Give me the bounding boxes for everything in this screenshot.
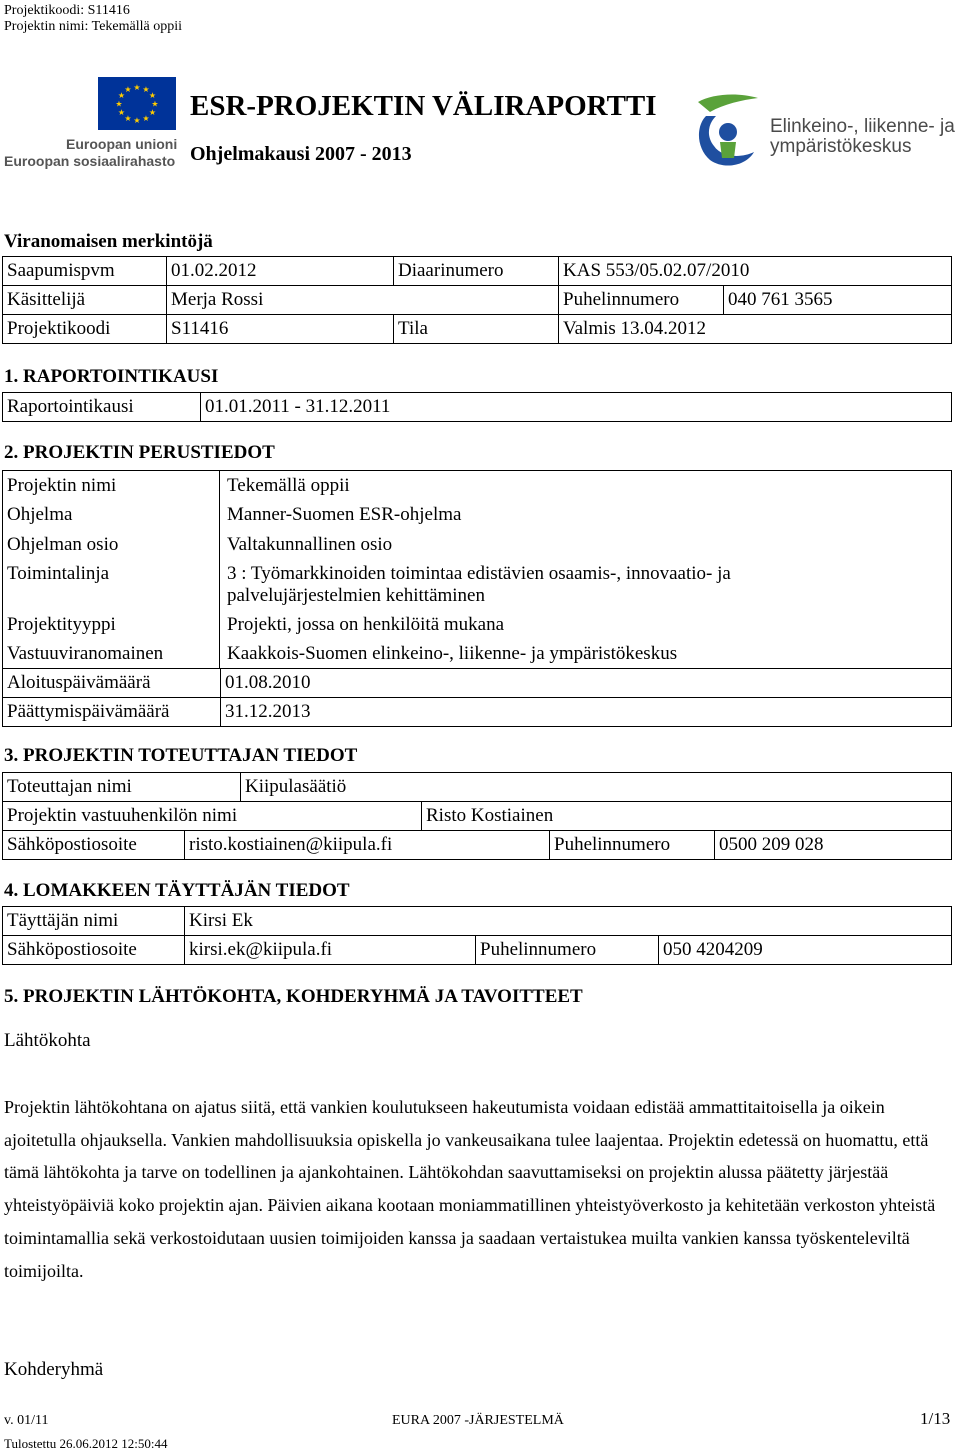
footer-version: v. 01/11 (4, 1413, 49, 1428)
basic-value: 3 : Työmarkkinoiden toimintaa edistävien osaamis-, innovaatio- ja (227, 563, 731, 584)
start-date-value: 01.08.2010 (220, 668, 952, 698)
basic-label: Ohjelma (7, 504, 73, 525)
impl-phone-value: 0500 209 028 (714, 830, 952, 860)
impl-email-label: Sähköpostiosoite (2, 830, 185, 860)
filler-value: Kirsi Ek (184, 906, 952, 936)
svg-text:★: ★ (133, 83, 141, 92)
handler-value: Merja Rossi (166, 285, 559, 315)
project-name-line: Projektin nimi: Tekemällä oppii (4, 19, 183, 34)
svg-text:★: ★ (142, 114, 150, 123)
section2-title: 2. PROJEKTIN PERUSTIEDOT (4, 442, 275, 463)
filler-phone-value: 050 4204209 (658, 935, 952, 965)
diary-value: KAS 553/05.02.07/2010 (558, 256, 952, 286)
handler-label: Käsittelijä (2, 285, 167, 315)
section4-title: 4. LOMAKKEEN TÄYTTÄJÄN TIEDOT (4, 880, 350, 901)
basic-value-cont: palvelujärjestelmien kehittäminen (227, 585, 485, 606)
svg-text:★: ★ (115, 99, 123, 109)
basic-label: Projektin nimi (7, 475, 117, 496)
eu-flag-icon (98, 77, 176, 130)
end-date-label: Päättymispäivämäärä (2, 697, 221, 727)
target-group-heading: Kohderyhmä (4, 1359, 104, 1380)
authority-title: Viranomaisen merkintöjä (4, 231, 213, 252)
svg-text:★: ★ (151, 99, 159, 109)
project-code-line: Projektikoodi: S11416 (4, 3, 130, 18)
responsible-value: Risto Kostiainen (421, 801, 952, 831)
diary-label: Diaarinumero (393, 256, 559, 286)
impl-phone-label: Puhelinnumero (549, 830, 715, 860)
filler-email-label: Sähköpostiosoite (2, 935, 185, 965)
impl-email-value: risto.kostiainen@kiipula.fi (184, 830, 550, 860)
period-label: Raportointikausi (2, 392, 201, 422)
ely-text-line2: ympäristökeskus (770, 136, 912, 157)
basic-label: Vastuuviranomainen (7, 643, 164, 664)
basic-value: Tekemällä oppii (227, 475, 350, 496)
filler-email-value: kirsi.ek@kiipula.fi (184, 935, 476, 965)
basic-label: Projektityyppi (7, 614, 116, 635)
basic-value: Kaakkois-Suomen elinkeino-, liikenne- ja ympäristökeskus (227, 643, 678, 664)
implementer-label: Toteuttajan nimi (2, 772, 241, 802)
implementer-value: Kiipulasäätiö (240, 772, 952, 802)
footer-system: EURA 2007 -JÄRJESTELMÄ (392, 1413, 564, 1428)
basic-value: Valtakunnallinen osio (227, 534, 393, 555)
ely-text-line1: Elinkeino-, liikenne- ja (770, 116, 955, 137)
svg-text:★: ★ (117, 91, 126, 100)
report-title: ESR-PROJEKTIN VÄLIRAPORTTI (190, 90, 657, 122)
svg-text:★: ★ (148, 91, 157, 100)
status-label: Tila (393, 314, 559, 344)
start-date-label: Aloituspäivämäärä (2, 668, 221, 698)
footer-page: 1/13 (920, 1409, 951, 1428)
svg-text:★: ★ (148, 108, 157, 117)
basic-value: Manner-Suomen ESR-ohjelma (227, 504, 462, 525)
basic-label: Toimintalinja (7, 563, 110, 584)
received-value: 01.02.2012 (166, 256, 394, 286)
responsible-label: Projektin vastuuhenkilön nimi (2, 801, 422, 831)
svg-text:★: ★ (133, 116, 141, 125)
received-label: Saapumispvm (2, 256, 167, 286)
svg-text:★: ★ (124, 114, 132, 123)
section1-title: 1. RAPORTOINTIKAUSI (4, 366, 219, 387)
report-subtitle: Ohjelmakausi 2007 - 2013 (190, 143, 412, 165)
end-date-value: 31.12.2013 (220, 697, 952, 727)
svg-text:★: ★ (124, 85, 132, 94)
starting-point-heading: Lähtökohta (4, 1030, 91, 1051)
ely-logo-icon (692, 92, 762, 168)
starting-point-paragraph: Projektin lähtökohtana on ajatus siitä, että vankien koulutukseen hakeutumista voidaan edistää ammattitaitoisella ja oikein ajoitetulla ohjauksella. Vankien mahdollisuuksia opiskella jo vankeusaikana tulee laajentaa. Projektin edetessä on huomattu, että tämä lähtökohta ja tarve on todellinen ja ajankohtainen. Lähtökohdan saavuttamiseksi on projektin alussa päätetty järjestää yhteistyöpäiviä koko projektin ajan. Päivien aikana kootaan moniammatillinen yhteistyöverkosto ja kehitetään verkoston yhteistä toimintamallia sekä verkostoidutaan uusien toimijoiden kanssa ja saadaan vertaistukea muilta vankien kanssa työskenteleviltä toimijoilta. (4, 1097, 936, 1281)
section3-title: 3. PROJEKTIN TOTEUTTAJAN TIEDOT (4, 745, 358, 766)
code-label: Projektikoodi (2, 314, 167, 344)
svg-text:★: ★ (117, 108, 126, 117)
phone-label: Puhelinnumero (558, 285, 724, 315)
phone-value: 040 761 3565 (723, 285, 952, 315)
status-value: Valmis 13.04.2012 (558, 314, 952, 344)
period-value: 01.01.2011 - 31.12.2011 (200, 392, 952, 422)
svg-text:★: ★ (142, 85, 150, 94)
eu-text-line1: Euroopan unioni (66, 136, 178, 152)
section5-title: 5. PROJEKTIN LÄHTÖKOHTA, KOHDERYHMÄ JA TAVOITTEET (4, 986, 583, 1007)
filler-phone-label: Puhelinnumero (475, 935, 659, 965)
footer-printed: Tulostettu 26.06.2012 12:50:44 (4, 1436, 168, 1451)
basic-value: Projekti, jossa on henkilöitä mukana (227, 614, 505, 635)
filler-label: Täyttäjän nimi (2, 906, 185, 936)
basic-label: Ohjelman osio (7, 534, 119, 555)
code-value: S11416 (166, 314, 394, 344)
eu-text-line2: Euroopan sosiaalirahasto (4, 153, 176, 169)
